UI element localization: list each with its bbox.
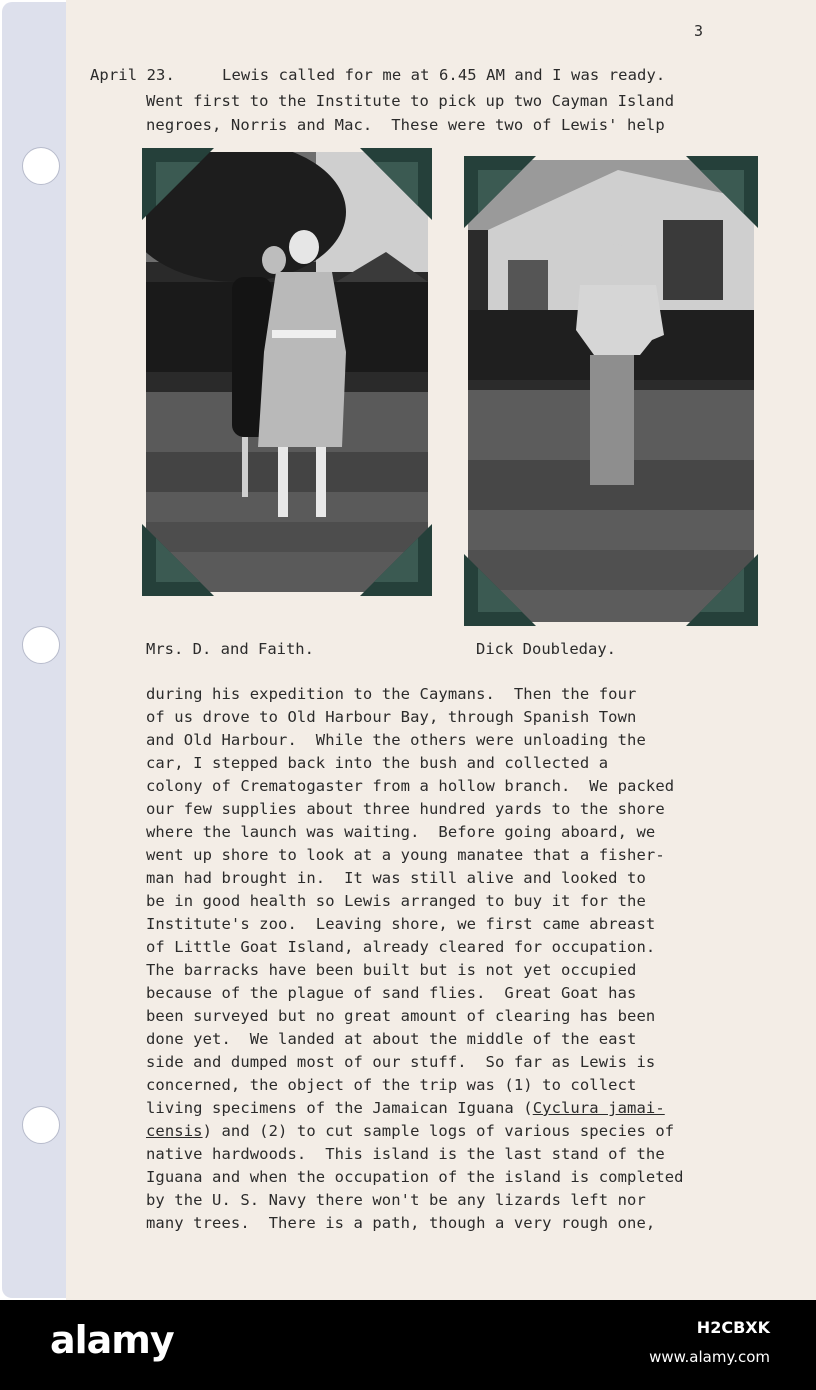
body-line: by the U. S. Navy there won't be any lizards left nor — [146, 1191, 646, 1209]
punch-hole — [22, 626, 60, 664]
punch-hole — [22, 147, 60, 185]
image-id: H2CBXK — [696, 1318, 770, 1337]
body-line: done yet. We landed at about the middle of the east — [146, 1030, 637, 1048]
body-line: colony of Crematogaster from a hollow branch. We packed — [146, 777, 675, 795]
body-line: during his expedition to the Caymans. Then the four — [146, 685, 637, 703]
species-name: censis — [146, 1122, 203, 1140]
photo-corner-icon — [142, 524, 214, 596]
body-line: The barracks have been built but is not yet occupied — [146, 961, 637, 979]
photo-corner-icon — [464, 156, 536, 228]
page-number: 3 — [694, 22, 704, 40]
body-line: and Old Harbour. While the others were unloading the — [146, 731, 646, 749]
body-line: native hardwoods. This island is the last stand of the — [146, 1145, 665, 1163]
photo-corner-icon — [360, 524, 432, 596]
photo-mrs-d-and-faith — [146, 152, 428, 592]
body-line: where the launch was waiting. Before going aboard, we — [146, 823, 656, 841]
alamy-logo: alamy — [50, 1318, 174, 1362]
photo-dick-doubleday — [468, 160, 754, 622]
body-line: concerned, the object of the trip was (1) to collect — [146, 1076, 637, 1094]
entry-line: April 23. Lewis called for me at 6.45 AM and I was ready. — [90, 66, 666, 84]
body-line-iguana — [146, 1097, 665, 1119]
photo-corner-icon — [360, 148, 432, 220]
body-text: living specimens of the Jamaican Iguana ( — [146, 1099, 533, 1117]
photo-caption: Mrs. D. and Faith. — [146, 640, 314, 658]
body-line: of us drove to Old Harbour Bay, through Spanish Town — [146, 708, 637, 726]
body-line: side and dumped most of our stuff. So far as Lewis is — [146, 1053, 656, 1071]
species-name: Cyclura jamai- — [532, 1099, 665, 1117]
body-line: car, I stepped back into the bush and collected a — [146, 754, 609, 772]
body-line: went up shore to look at a young manatee that a fisher- — [146, 846, 665, 864]
photo-corner-icon — [686, 156, 758, 228]
body-line: been surveyed but no great amount of clearing has been — [146, 1007, 656, 1025]
entry-line: Went first to the Institute to pick up two Cayman Island — [146, 92, 675, 110]
photo-corner-icon — [686, 554, 758, 626]
body-line: because of the plague of sand flies. Great Goat has — [146, 984, 637, 1002]
body-line: our few supplies about three hundred yards to the shore — [146, 800, 665, 818]
body-line: Institute's zoo. Leaving shore, we first came abreast — [146, 915, 656, 933]
body-line: be in good health so Lewis arranged to buy it for the — [146, 892, 646, 910]
photo-corner-icon — [142, 148, 214, 220]
entry-line: negroes, Norris and Mac. These were two of Lewis' help — [146, 116, 665, 134]
body-line: man had brought in. It was still alive and looked to — [146, 869, 646, 887]
body-line: of Little Goat Island, already cleared for occupation. — [146, 938, 656, 956]
punch-hole — [22, 1106, 60, 1144]
body-text: ) and (2) to cut sample logs of various species of — [202, 1122, 675, 1140]
site-url: www.alamy.com — [649, 1348, 770, 1366]
body-line-species — [146, 1120, 674, 1142]
photo-caption: Dick Doubleday. — [476, 640, 616, 658]
body-line: many trees. There is a path, though a very rough one, — [146, 1214, 656, 1232]
body-line: Iguana and when the occupation of the island is completed — [146, 1168, 684, 1186]
photo-corner-icon — [464, 554, 536, 626]
